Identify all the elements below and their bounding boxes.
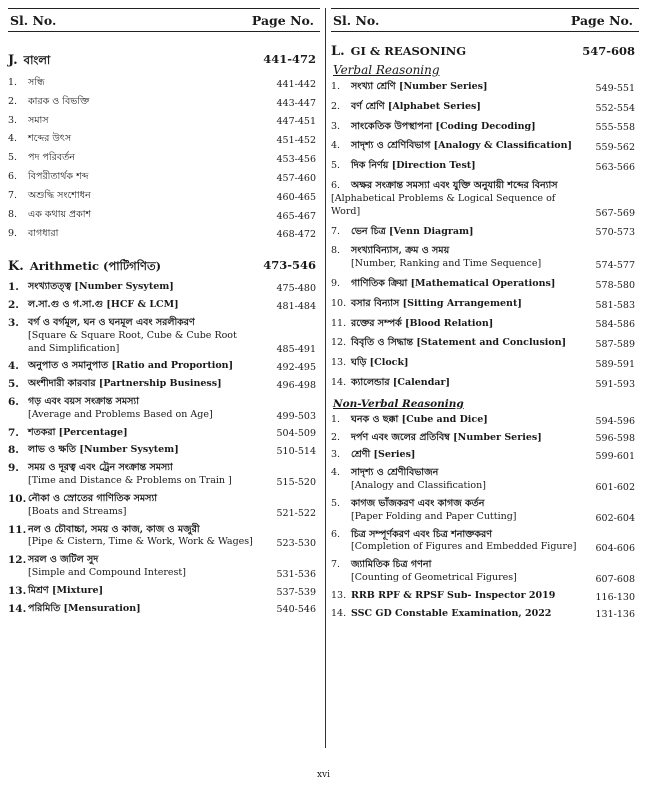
toc-entry — [331, 318, 639, 331]
entry-title-line: ল.সা.গু ও গ.সা.গু [HCF & LCM] — [28, 299, 179, 311]
entry-title-line: লাভ ও ক্ষতি [Number Sysytem] — [28, 444, 179, 456]
bangla-list — [8, 77, 320, 240]
entry-pages: 540-546 — [276, 604, 316, 616]
entry-pages: 465-467 — [276, 210, 316, 222]
entry-number: 7. — [331, 559, 341, 571]
toc-entry — [331, 467, 639, 493]
toc-entry — [331, 81, 639, 94]
entry-title — [28, 524, 266, 550]
toc-entry — [8, 317, 320, 355]
entry-title-line: বর্ণ শ্রেণি [Alphabet Series] — [351, 100, 481, 112]
entry-title — [351, 101, 585, 114]
entry-number: 5. — [8, 152, 18, 164]
entry-number: 11. — [331, 317, 347, 329]
entry-number: 8. — [331, 245, 341, 257]
toc-entry — [331, 357, 639, 370]
toc-entry — [8, 281, 320, 294]
toc-entry — [331, 226, 639, 239]
entry-title — [28, 378, 266, 391]
entry-title-line: [Average and Problems Based on Age] — [28, 408, 213, 420]
entry-title — [28, 554, 266, 580]
entry-pages: 567-569 — [595, 207, 635, 219]
entry-number: 4. — [331, 140, 341, 152]
entry-title-line: এক কথায় প্রকাশ — [28, 208, 92, 220]
entry-title-line: বসার বিন্যাস [Sitting Arrangement] — [351, 297, 522, 309]
entry-title-line: নল ও চৌবাচ্চা, সময় ও কাজ, কাজ ও মজুরী — [28, 523, 200, 535]
entry-pages: 574-577 — [595, 259, 635, 271]
section-title: বাংলা — [23, 53, 51, 67]
entry-title — [28, 396, 266, 422]
section-bangla — [8, 52, 320, 71]
entry-number: 3. — [331, 449, 341, 461]
entry-title-line: কাগজ ভাঁজকরণ এবং কাগজ কর্তন — [351, 497, 485, 509]
entry-number: 11. — [8, 523, 27, 536]
entry-number: 3. — [8, 114, 18, 126]
entry-number: 6. — [8, 171, 18, 183]
entry-title — [351, 498, 585, 524]
entry-title-line: [Alphabetical Problems & Logical Sequence of Word] — [331, 192, 556, 217]
entry-pages: 496-498 — [276, 380, 316, 391]
left-header — [8, 8, 320, 32]
toc-entry — [8, 524, 320, 550]
section-gi-reasoning — [331, 44, 639, 59]
entry-title — [28, 281, 266, 294]
entry-title-line: ঘড়ি [Clock] — [351, 357, 409, 369]
entry-pages: 570-573 — [595, 227, 635, 239]
entry-number: 8. — [8, 208, 18, 220]
entry-title-line: শব্দের উৎস — [28, 133, 72, 145]
entry-pages: 604-606 — [595, 543, 635, 555]
section-letter: J. — [8, 53, 18, 68]
entry-title-line: [Time and Distance & Problems on Train ] — [28, 475, 232, 487]
entry-title — [28, 444, 266, 457]
entry-title — [351, 160, 585, 173]
toc-entry — [8, 444, 320, 457]
toc-entry — [331, 559, 639, 585]
section-letter: K. — [8, 259, 24, 275]
entry-title-line: পদ পরিবর্তন — [28, 152, 75, 164]
entry-pages: 481-484 — [276, 300, 316, 312]
toc-entry — [8, 299, 320, 312]
entry-number: 2. — [8, 95, 18, 107]
entry-pages: 447-451 — [276, 116, 316, 128]
toc-entry — [8, 190, 320, 203]
entry-title-line: সংখ্যাবিন্যাস, ক্রম ও সময় — [351, 245, 450, 257]
toc-entry — [331, 298, 639, 311]
entry-number: 2. — [331, 100, 341, 112]
entry-title-line: [Pipe & Cistern, Time & Work, Work & Wages] — [28, 536, 253, 548]
entry-title — [331, 180, 585, 218]
toc-entry — [331, 432, 639, 445]
entry-title-line: শতকরা [Percentage] — [28, 426, 128, 438]
toc-entry — [8, 378, 320, 391]
entry-title-line: সাদৃশ্য ও শ্রেণিবিভাগ [Analogy & Classification] — [351, 140, 573, 152]
entry-number: 5. — [331, 497, 341, 509]
entry-title — [351, 414, 585, 427]
entry-number: 6. — [8, 396, 19, 408]
entry-title-line: মিশ্রণ [Mixture] — [28, 584, 104, 596]
entry-title-line: [Simple and Compound Interest] — [28, 566, 186, 578]
entry-title-line: অক্ষর সংক্রান্ত সমস্যা এবং যুক্তি অনুযায়ী শব্দের বিন্যাস — [351, 180, 558, 192]
column-divider — [325, 8, 326, 748]
entry-pages: 441-442 — [276, 78, 316, 90]
entry-title — [28, 171, 266, 184]
entry-title — [351, 467, 585, 493]
entry-title-line: সমাস — [28, 114, 49, 126]
entry-number: 14. — [331, 377, 347, 388]
right-header — [331, 8, 639, 32]
verbal-heading: Verbal Reasoning — [333, 63, 440, 77]
entry-title-line: দর্পণ এবং জলের প্রতিবিম্ব [Number Series] — [351, 431, 542, 443]
section-title: Arithmetic (পাটিগণিত) — [29, 259, 162, 274]
toc-entry — [331, 140, 639, 153]
entry-number: 1. — [8, 77, 18, 88]
entry-pages: 555-558 — [595, 122, 635, 134]
entry-title-line: সংখ্যা শ্রেণি [Number Series] — [351, 81, 488, 92]
entry-title — [351, 226, 585, 239]
entry-number: 4. — [331, 467, 341, 479]
entry-title — [28, 360, 266, 373]
entry-title — [351, 121, 585, 134]
entry-title-line: বিপরীতার্থক শব্দ — [28, 171, 89, 183]
entry-pages: 537-539 — [276, 586, 316, 598]
toc-entry — [331, 121, 639, 134]
sl-no-label: Sl. No. — [333, 13, 380, 28]
entry-number: 7. — [331, 225, 341, 237]
entry-pages: 499-503 — [276, 410, 316, 422]
entry-pages: 457-460 — [276, 172, 316, 184]
entry-title-line: গড় এবং বয়স সংক্রান্ত সমস্যা — [28, 396, 139, 407]
entry-pages: 515-520 — [276, 476, 316, 488]
entry-pages: 594-596 — [595, 415, 635, 427]
entry-number: 14. — [8, 602, 27, 615]
entry-title-line: সন্ধি — [28, 77, 45, 88]
entry-title-line: অনুপাত ও সমানুপাত [Ratio and Proportion] — [28, 360, 234, 372]
entry-title — [351, 377, 585, 390]
entry-number: 1. — [331, 413, 341, 425]
entry-pages: 521-522 — [276, 507, 316, 519]
entry-title-line: ক্যালেন্ডার [Calendar] — [351, 377, 450, 388]
entry-pages: 599-601 — [595, 451, 635, 463]
entry-title-line: [Square & Square Root, Cube & Cube Root — [28, 329, 237, 341]
entry-title-line: অশুদ্ধি সংশোধন — [28, 189, 91, 201]
toc-entry — [331, 449, 639, 462]
entry-title-line: সংখ্যাতত্ত্ব [Number Sysytem] — [28, 281, 174, 293]
entry-title — [351, 298, 585, 311]
entry-pages: 584-586 — [595, 319, 635, 331]
entry-title — [351, 529, 585, 555]
entry-number: 7. — [8, 189, 18, 201]
entry-number: 9. — [8, 462, 19, 475]
entry-title-line: চিত্র সম্পূর্ণকরণ এবং চিত্র শনাক্তকরণ — [351, 528, 493, 540]
toc-entry — [331, 337, 639, 350]
entry-pages: 116-130 — [595, 591, 635, 603]
toc-entry — [331, 608, 639, 621]
verbal-list — [331, 81, 639, 390]
entry-number: 10. — [8, 492, 27, 505]
entry-title — [351, 245, 585, 271]
entry-pages: 485-491 — [276, 344, 316, 356]
section-pages: 473-546 — [263, 258, 316, 273]
entry-title-line: শ্রেণী [Series] — [351, 449, 416, 461]
section-title: GI & REASONING — [350, 44, 467, 58]
entry-title-line: গাণিতিক ক্রিয়া [Mathematical Operations] — [351, 277, 556, 289]
entry-title — [28, 585, 266, 598]
toc-entry — [331, 245, 639, 271]
entry-title-line: and Simplification] — [28, 342, 120, 354]
toc-entry — [331, 160, 639, 173]
entry-number: 9. — [331, 277, 341, 289]
toc-entry — [8, 96, 320, 109]
entry-title — [28, 317, 266, 355]
entry-title-line: জ্যামিতিক চিত্র গণনা — [351, 559, 432, 571]
entry-title-line: SSC GD Constable Examination, 2022 — [351, 607, 552, 619]
entry-title-line: পরিমিতি [Mensuration] — [28, 602, 141, 614]
entry-title-line: [Number, Ranking and Time Sequence] — [351, 258, 542, 270]
entry-number: 6. — [331, 180, 341, 192]
toc-entry — [331, 101, 639, 114]
entry-title — [351, 449, 585, 462]
entry-pages: 607-608 — [595, 573, 635, 585]
entry-title — [351, 357, 585, 370]
entry-number: 7. — [8, 426, 19, 439]
section-pages: 441-472 — [263, 52, 316, 66]
entry-pages: 468-472 — [276, 229, 316, 241]
entry-pages: 475-480 — [276, 283, 316, 295]
entry-pages: 492-495 — [276, 362, 316, 374]
entry-title — [28, 228, 266, 241]
entry-title-line: [Analogy and Classification] — [351, 480, 486, 492]
toc-entry — [331, 529, 639, 555]
entry-pages: 559-562 — [595, 142, 635, 154]
toc-entry — [331, 498, 639, 524]
entry-title — [28, 493, 266, 519]
toc-entry — [8, 603, 320, 616]
entry-title — [351, 318, 585, 331]
entry-pages: 453-456 — [276, 154, 316, 166]
entry-number: 1. — [331, 81, 341, 92]
entry-title — [28, 209, 266, 222]
toc-entry — [8, 171, 320, 184]
entry-pages: 587-589 — [595, 339, 635, 351]
entry-pages: 589-591 — [595, 359, 635, 370]
entry-number: 8. — [8, 444, 19, 457]
section-arithmetic — [8, 258, 320, 277]
entry-title-line: [Completion of Figures and Embedded Figure] — [351, 541, 577, 553]
toc-entry — [8, 209, 320, 222]
toc-entry — [8, 360, 320, 373]
entry-title-line: RRB RPF & RPSF Sub- Inspector 2019 — [351, 589, 556, 601]
entry-number: 13. — [8, 584, 27, 597]
entry-title-line: বর্গ ও বর্গমূল, ঘন ও ঘনমূল এবং সরলীকরণ — [28, 316, 195, 328]
entry-title — [351, 432, 585, 445]
entry-title — [28, 133, 266, 146]
toc-entry — [8, 554, 320, 580]
toc-entry — [8, 427, 320, 440]
entry-pages: 549-551 — [595, 82, 635, 94]
toc-entry — [8, 228, 320, 241]
entry-title — [351, 559, 585, 585]
entry-title-line: সাদৃশ্য ও শ্রেণীবিভাজন — [351, 467, 439, 479]
entry-title — [351, 337, 585, 350]
entry-title-line: বাগধারা — [28, 227, 59, 239]
left-column — [8, 8, 320, 620]
entry-title-line: অংশীদারী কারবার [Partnership Business] — [28, 378, 222, 390]
entry-pages: 510-514 — [276, 446, 316, 458]
entry-number: 3. — [8, 316, 19, 329]
toc-entry — [8, 585, 320, 598]
entry-title-line: রক্তের সম্পর্ক [Blood Relation] — [351, 317, 494, 329]
entry-number: 13. — [331, 589, 347, 601]
entry-title-line: ভেন চিত্র [Venn Diagram] — [351, 225, 474, 237]
entry-title-line: কারক ও বিভক্তি — [28, 95, 90, 107]
page-no-label: Page No. — [251, 13, 314, 28]
entry-number: 4. — [8, 360, 19, 373]
entry-number: 10. — [331, 297, 347, 309]
entry-pages: 523-530 — [276, 538, 316, 550]
entry-title — [28, 115, 266, 128]
entry-number: 5. — [331, 160, 341, 172]
entry-number: 9. — [8, 227, 18, 239]
entry-number: 14. — [331, 607, 347, 619]
toc-entry — [331, 278, 639, 291]
arithmetic-list — [8, 281, 320, 615]
toc-entry — [8, 462, 320, 488]
entry-title — [28, 299, 266, 312]
entry-pages: 596-598 — [595, 433, 635, 445]
entry-number: 5. — [8, 378, 19, 391]
entry-title — [28, 190, 266, 203]
page-no-label: Page No. — [570, 13, 633, 28]
page-number: xvi — [316, 770, 331, 780]
entry-title — [351, 608, 585, 621]
entry-title-line: [Boats and Streams] — [28, 505, 127, 517]
entry-pages: 451-452 — [276, 135, 316, 147]
entry-number: 2. — [8, 299, 19, 312]
entry-pages: 131-136 — [595, 609, 635, 621]
entry-number: 6. — [331, 528, 341, 540]
entry-pages: 563-566 — [595, 162, 635, 174]
entry-pages: 591-593 — [595, 378, 635, 390]
toc-entry — [331, 180, 639, 218]
entry-title — [28, 462, 266, 488]
toc-entry — [8, 77, 320, 90]
toc-entry — [8, 396, 320, 422]
entry-title-line: ঘনক ও ছক্কা [Cube and Dice] — [351, 413, 488, 425]
entry-title-line: [Paper Folding and Paper Cutting] — [351, 510, 517, 522]
section-letter: L. — [331, 44, 345, 59]
entry-title — [351, 590, 585, 603]
entry-pages: 443-447 — [276, 97, 316, 109]
toc-entry — [8, 152, 320, 165]
entry-title-line: [Counting of Geometrical Figures] — [351, 571, 517, 583]
entry-title-line: সাংকেতিক উপস্থাপনা [Coding Decoding] — [351, 120, 536, 132]
toc-entry — [8, 115, 320, 128]
entry-title-line: নৌকা ও স্রোতের গাণিতিক সমস্যা — [28, 492, 157, 504]
entry-title — [351, 278, 585, 291]
entry-number: 12. — [8, 554, 27, 567]
entry-title — [351, 81, 585, 94]
entry-number: 1. — [8, 281, 19, 294]
entry-number: 2. — [331, 431, 341, 443]
entry-pages: 552-554 — [595, 102, 635, 114]
toc-entry — [8, 493, 320, 519]
sl-no-label: Sl. No. — [10, 13, 57, 28]
entry-number: 12. — [331, 337, 347, 349]
entry-number: 4. — [8, 133, 18, 145]
entry-title — [28, 603, 266, 616]
entry-title-line: সময় ও দূরত্ব এবং ট্রেন সংক্রান্ত সমস্যা — [28, 462, 173, 474]
nonverbal-list — [331, 414, 639, 621]
entry-pages: 581-583 — [595, 299, 635, 311]
entry-number: 13. — [331, 357, 347, 369]
entry-title — [351, 140, 585, 153]
entry-title — [28, 427, 266, 440]
entry-pages: 504-509 — [276, 428, 316, 440]
right-column — [331, 8, 639, 625]
entry-title-line: বিবৃতি ও সিদ্ধান্ত [Statement and Conclusion] — [351, 337, 567, 349]
toc-entry — [331, 414, 639, 427]
entry-title-line: সরল ও জটিল সুদ — [28, 554, 99, 566]
nonverbal-heading: Non-Verbal Reasoning — [333, 397, 464, 410]
entry-title — [28, 77, 266, 90]
entry-title — [28, 96, 266, 109]
entry-pages: 578-580 — [595, 279, 635, 291]
toc-entry — [8, 133, 320, 146]
toc-entry — [331, 590, 639, 603]
toc-entry — [331, 377, 639, 390]
entry-pages: 531-536 — [276, 568, 316, 580]
entry-title-line: দিক নির্ণয় [Direction Test] — [351, 160, 476, 172]
entry-title — [28, 152, 266, 165]
section-pages: 547-608 — [582, 44, 635, 58]
entry-pages: 460-465 — [276, 191, 316, 203]
entry-number: 3. — [331, 120, 341, 132]
entry-pages: 602-604 — [595, 512, 635, 524]
entry-pages: 601-602 — [595, 481, 635, 493]
